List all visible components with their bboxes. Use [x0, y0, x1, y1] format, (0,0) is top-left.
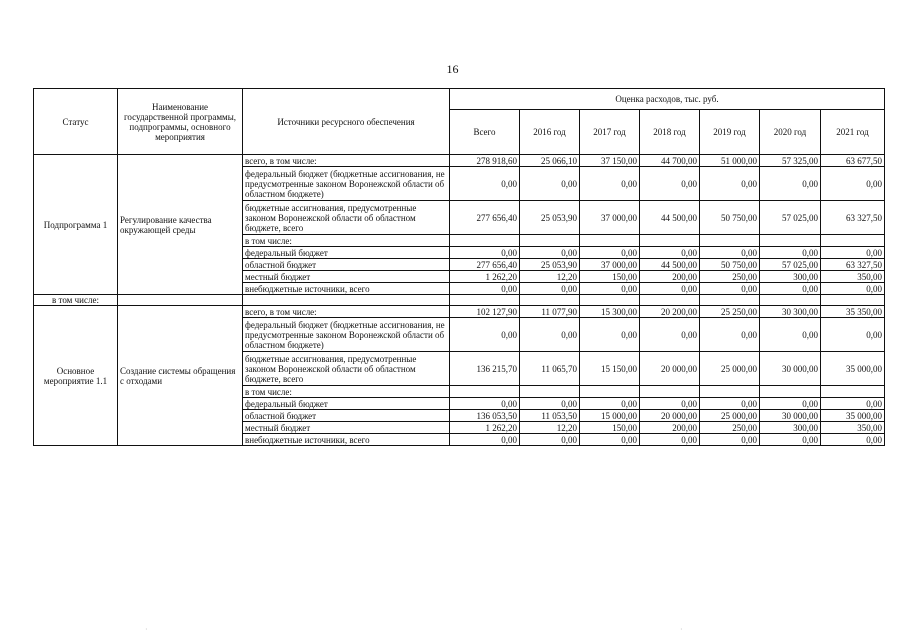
- row-value: 0,00: [580, 398, 640, 410]
- row-value: 11 065,70: [520, 352, 580, 386]
- row-source: федеральный бюджет (бюджетные ассигнования, не предусмотренные законом Воронежской области об областном бюджете): [243, 318, 450, 352]
- row-value: 30 000,00: [760, 410, 821, 422]
- row-value: 20 200,00: [640, 306, 700, 318]
- row-program-name: Регулирование качества окружающей среды: [118, 155, 243, 295]
- row-source: федеральный бюджет (бюджетные ассигнования, не предусмотренные законом Воронежской области об областном бюджете): [243, 167, 450, 201]
- row-source: местный бюджет: [243, 271, 450, 283]
- row-value: 250,00: [700, 422, 760, 434]
- row-value: 0,00: [821, 283, 885, 295]
- row-value: 25 053,90: [520, 259, 580, 271]
- row-value: 200,00: [640, 271, 700, 283]
- row-value: [760, 235, 821, 247]
- row-value: 44 500,00: [640, 259, 700, 271]
- empty-cell: [118, 295, 243, 306]
- row-value: 25 000,00: [700, 410, 760, 422]
- row-value: 0,00: [520, 398, 580, 410]
- header-name: Наименование государственной программы, подпрограммы, основного мероприятия: [118, 89, 243, 155]
- row-value: [580, 386, 640, 398]
- row-source: в том числе:: [243, 235, 450, 247]
- row-value: 0,00: [450, 318, 520, 352]
- row-value: 0,00: [700, 398, 760, 410]
- row-value: 0,00: [700, 434, 760, 446]
- row-source: внебюджетные источники, всего: [243, 434, 450, 446]
- row-value: [821, 235, 885, 247]
- row-source: всего, в том числе:: [243, 155, 450, 167]
- row-value: 63 327,50: [821, 259, 885, 271]
- row-value: 0,00: [520, 434, 580, 446]
- header-year: 2019 год: [700, 110, 760, 155]
- row-value: [450, 235, 520, 247]
- row-value: 37 150,00: [580, 155, 640, 167]
- header-year: 2018 год: [640, 110, 700, 155]
- row-value: 63 327,50: [821, 201, 885, 235]
- table-row: [34, 155, 885, 167]
- row-value: 0,00: [760, 167, 821, 201]
- row-value: 25 000,00: [700, 352, 760, 386]
- row-value: 0,00: [520, 318, 580, 352]
- row-value: 20 000,00: [640, 410, 700, 422]
- row-value: 0,00: [821, 247, 885, 259]
- row-source: бюджетные ассигнования, предусмотренные законом Воронежской области об областном бюджете, всего: [243, 352, 450, 386]
- row-source: федеральный бюджет: [243, 247, 450, 259]
- row-value: 0,00: [821, 167, 885, 201]
- table-row: [34, 306, 885, 318]
- row-value: 250,00: [700, 271, 760, 283]
- row-source: местный бюджет: [243, 422, 450, 434]
- row-value: 57 025,00: [760, 259, 821, 271]
- row-value: 50 750,00: [700, 201, 760, 235]
- row-value: 0,00: [520, 167, 580, 201]
- header-year: Всего: [450, 110, 520, 155]
- row-value: 0,00: [450, 247, 520, 259]
- header-year: 2016 год: [520, 110, 580, 155]
- row-value: 278 918,60: [450, 155, 520, 167]
- row-value: [700, 386, 760, 398]
- row-value: 277 656,40: [450, 259, 520, 271]
- row-value: 35 000,00: [821, 352, 885, 386]
- row-value: 0,00: [640, 318, 700, 352]
- row-value: 0,00: [640, 167, 700, 201]
- row-source: областной бюджет: [243, 259, 450, 271]
- empty-cell: [760, 295, 821, 306]
- row-value: 0,00: [700, 283, 760, 295]
- row-value: 0,00: [450, 398, 520, 410]
- row-value: 0,00: [640, 283, 700, 295]
- row-value: 0,00: [640, 434, 700, 446]
- row-value: 44 500,00: [640, 201, 700, 235]
- row-value: 0,00: [640, 398, 700, 410]
- row-source: федеральный бюджет: [243, 398, 450, 410]
- row-source: всего, в том числе:: [243, 306, 450, 318]
- row-value: 15 150,00: [580, 352, 640, 386]
- row-value: [520, 386, 580, 398]
- row-value: 0,00: [760, 318, 821, 352]
- row-value: 150,00: [580, 422, 640, 434]
- header-status: Статус: [34, 89, 118, 155]
- row-source: в том числе:: [243, 386, 450, 398]
- row-value: 150,00: [580, 271, 640, 283]
- row-status: Основное мероприятие 1.1: [34, 306, 118, 446]
- budget-table: [33, 88, 885, 446]
- row-value: [640, 386, 700, 398]
- row-program-name: Создание системы обращения с отходами: [118, 306, 243, 446]
- row-value: 12,20: [520, 271, 580, 283]
- row-value: 0,00: [580, 318, 640, 352]
- table-body: [34, 155, 885, 446]
- row-status: Подпрограмма 1: [34, 155, 118, 295]
- row-value: 30 000,00: [760, 352, 821, 386]
- row-value: 277 656,40: [450, 201, 520, 235]
- row-value: 0,00: [760, 283, 821, 295]
- empty-cell: [580, 295, 640, 306]
- row-value: 0,00: [520, 283, 580, 295]
- row-value: 0,00: [760, 247, 821, 259]
- row-value: 136 215,70: [450, 352, 520, 386]
- row-value: 136 053,50: [450, 410, 520, 422]
- empty-cell: [450, 295, 520, 306]
- row-source: внебюджетные источники, всего: [243, 283, 450, 295]
- row-value: 0,00: [700, 167, 760, 201]
- empty-cell: [243, 295, 450, 306]
- row-value: [760, 386, 821, 398]
- row-value: 37 000,00: [580, 201, 640, 235]
- row-value: 57 025,00: [760, 201, 821, 235]
- row-value: 0,00: [580, 167, 640, 201]
- row-value: 57 325,00: [760, 155, 821, 167]
- row-value: 102 127,90: [450, 306, 520, 318]
- row-value: 0,00: [760, 434, 821, 446]
- row-value: 200,00: [640, 422, 700, 434]
- scan-mark: ·: [145, 625, 148, 634]
- row-value: 37 000,00: [580, 259, 640, 271]
- row-value: 12,20: [520, 422, 580, 434]
- row-value: 0,00: [821, 398, 885, 410]
- header-year: 2020 год: [760, 110, 821, 155]
- row-value: 51 000,00: [700, 155, 760, 167]
- page-number: 16: [446, 62, 459, 76]
- separator-label: в том числе:: [34, 295, 118, 306]
- row-value: 300,00: [760, 422, 821, 434]
- row-value: 11 077,90: [520, 306, 580, 318]
- row-value: 11 053,50: [520, 410, 580, 422]
- row-value: 15 000,00: [580, 410, 640, 422]
- row-value: 0,00: [821, 434, 885, 446]
- row-value: 35 000,00: [821, 410, 885, 422]
- row-value: 0,00: [520, 247, 580, 259]
- row-value: 0,00: [760, 398, 821, 410]
- separator-row: [34, 295, 885, 306]
- row-value: 50 750,00: [700, 259, 760, 271]
- row-value: 0,00: [700, 318, 760, 352]
- empty-cell: [700, 295, 760, 306]
- row-value: 0,00: [450, 283, 520, 295]
- row-value: 25 053,90: [520, 201, 580, 235]
- row-value: 0,00: [580, 434, 640, 446]
- header-year: 2021 год: [821, 110, 885, 155]
- empty-cell: [520, 295, 580, 306]
- empty-cell: [821, 295, 885, 306]
- row-value: [640, 235, 700, 247]
- row-value: [450, 386, 520, 398]
- row-value: 25 250,00: [700, 306, 760, 318]
- row-value: 44 700,00: [640, 155, 700, 167]
- row-value: [821, 386, 885, 398]
- row-value: 15 300,00: [580, 306, 640, 318]
- row-value: 25 066,10: [520, 155, 580, 167]
- row-source: бюджетные ассигнования, предусмотренные законом Воронежской области об областном бюджете, всего: [243, 201, 450, 235]
- row-value: 1 262,20: [450, 271, 520, 283]
- header-estimate: Оценка расходов, тыс. руб.: [450, 89, 885, 110]
- row-value: 350,00: [821, 422, 885, 434]
- row-value: [580, 235, 640, 247]
- row-value: 0,00: [450, 434, 520, 446]
- row-value: [520, 235, 580, 247]
- scan-mark: ·: [680, 625, 683, 634]
- row-value: 0,00: [580, 247, 640, 259]
- row-value: [700, 235, 760, 247]
- row-value: 30 300,00: [760, 306, 821, 318]
- header-year: 2017 год: [580, 110, 640, 155]
- empty-cell: [640, 295, 700, 306]
- row-value: 0,00: [700, 247, 760, 259]
- row-value: 1 262,20: [450, 422, 520, 434]
- header-sources: Источники ресурсного обеспечения: [243, 89, 450, 155]
- row-value: 350,00: [821, 271, 885, 283]
- row-value: 300,00: [760, 271, 821, 283]
- row-value: 0,00: [640, 247, 700, 259]
- row-value: 35 350,00: [821, 306, 885, 318]
- row-value: 63 677,50: [821, 155, 885, 167]
- row-value: 0,00: [821, 318, 885, 352]
- row-value: 0,00: [450, 167, 520, 201]
- row-value: 0,00: [580, 283, 640, 295]
- row-source: областной бюджет: [243, 410, 450, 422]
- row-value: 20 000,00: [640, 352, 700, 386]
